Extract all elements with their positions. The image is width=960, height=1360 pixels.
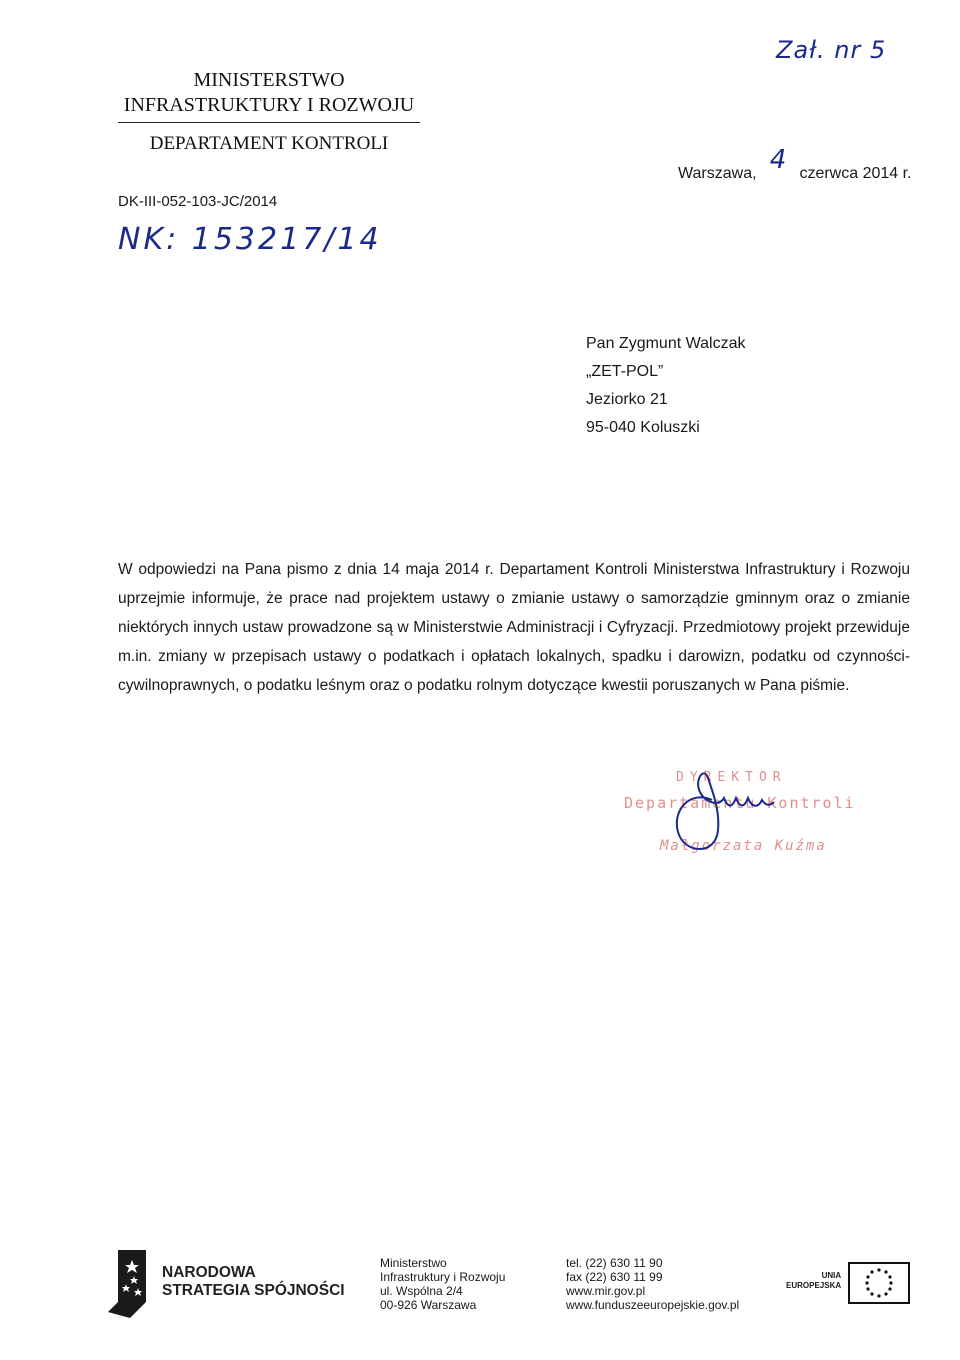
eu-label — [786, 1271, 841, 1291]
letter-body: W odpowiedzi na Pana pismo z dnia 14 maja 2014 r. Departament Kontroli Ministerstwa Infrastruktury i Rozwoju uprzejmie informuje, że prace nad projektem ustawy o zmianie ustawy o samorządzie gminnym oraz o zmianie niektórych innych ustaw prowadzone są w Ministerstwie Administracji i Cyfryzacji. Przedmiotowy projekt przewiduje m.in. zmiany w przepisach ustawy o podatkach i opłatach lokalnych, spadku i darowizn, podatku od czynności-cywilnoprawnych, o podatku leśnym oraz o podatku rolnym dotyczące kwestii poruszanych w Pana piśmie. — [118, 561, 910, 694]
eu-stars-icon — [850, 1264, 908, 1302]
footer-contact-line: www.funduszeeuropejskie.gov.pl — [566, 1298, 740, 1312]
month-year: czerwca 2014 r. — [799, 165, 912, 182]
signature — [620, 770, 860, 870]
nss-line2: STRATEGIA SPÓJNOŚCI — [162, 1282, 345, 1299]
addressee-block — [586, 330, 745, 442]
stamp-title: DYREKTOR — [676, 770, 787, 785]
attachment-number-handwritten: Zał. nr 5 — [776, 36, 887, 64]
footer-address-line: Infrastruktury i Rozwoju — [380, 1270, 506, 1284]
nss-line1: NARODOWA — [162, 1264, 256, 1281]
city: Warszawa, — [678, 165, 757, 182]
stamp-signatory: Małgorzata Kuźma — [660, 838, 827, 854]
footer-contact — [566, 1256, 739, 1312]
nk-handwritten-number: NK: 153217/14 — [118, 222, 382, 257]
eu-flag-icon — [848, 1262, 910, 1304]
ministry-name-line1: MINISTERSTWO — [193, 69, 345, 91]
director-stamp — [620, 770, 860, 870]
addressee-name: Pan Zygmunt Walczak — [586, 335, 746, 352]
footer-address-line: 00-926 Warszawa — [380, 1298, 477, 1312]
footer-address-line: ul. Wspólna 2/4 — [380, 1284, 463, 1298]
ministry-name-line2: INFRASTRUKTURY I ROZWOJU — [123, 94, 415, 116]
day-handwritten: 4 — [769, 145, 787, 175]
ministry-header — [118, 68, 420, 156]
footer-contact-line: tel. (22) 630 11 90 — [566, 1256, 663, 1270]
place-and-date — [678, 145, 912, 185]
footer-contact-line: www.mir.gov.pl — [566, 1284, 646, 1298]
nss-logo-icon — [104, 1250, 160, 1318]
eu-label-line2: EUROPEJSKA — [786, 1281, 842, 1290]
footer-contact-line: fax (22) 630 11 99 — [566, 1270, 663, 1284]
footer-address — [380, 1256, 505, 1312]
footer — [0, 1240, 960, 1320]
reference-number: DK-III-052-103-JC/2014 — [118, 193, 278, 210]
addressee-street: Jeziorko 21 — [586, 391, 668, 408]
nss-logo-text — [162, 1264, 345, 1300]
footer-address-line: Ministerstwo — [380, 1256, 447, 1270]
addressee-city: 95-040 Koluszki — [586, 419, 700, 436]
stamp-department: Departamentu Kontroli — [624, 794, 856, 812]
header-divider — [118, 122, 420, 123]
addressee-company: „ZET-POL” — [586, 363, 664, 380]
department-name: DEPARTAMENT KONTROLI — [149, 133, 389, 154]
eu-label-line1: UNIA — [821, 1271, 842, 1280]
